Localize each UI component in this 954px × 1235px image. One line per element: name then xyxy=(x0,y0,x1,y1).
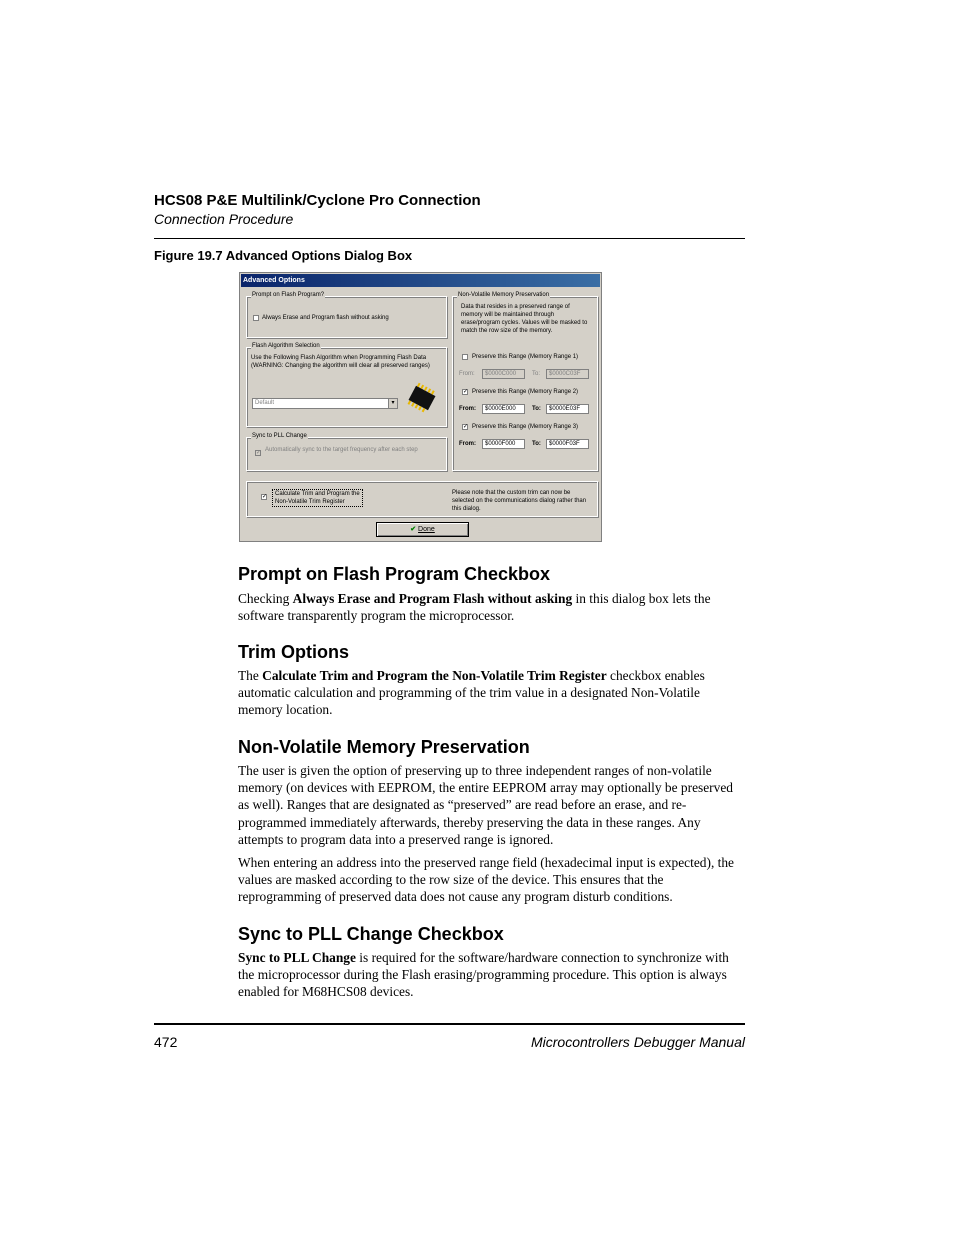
text-run: checkbox enables automatic calculation and programming of the trim value in a designated Non-Volatile memory location. xyxy=(238,668,705,718)
pll-group-legend: Sync to PLL Change xyxy=(252,433,307,439)
flash-algorithm-group xyxy=(246,343,447,427)
chip-icon xyxy=(405,382,439,416)
algorithm-select[interactable] xyxy=(252,398,398,409)
done-button-label: Done xyxy=(418,526,435,533)
range3-checkbox[interactable]: ✓ xyxy=(463,424,469,430)
nvm-group xyxy=(452,292,598,471)
range1-to-label: To: xyxy=(532,371,541,377)
nvm-description: Data that resides in a preserved range of memory will be maintained through erase/program cycles. Values will be masked to match the row size of the memory. xyxy=(461,304,588,334)
text-run: The xyxy=(238,668,263,683)
range1-label: Preserve this Range (Memory Range 1) xyxy=(472,354,579,360)
paragraph-trim xyxy=(238,667,745,719)
range3-from-label: From: xyxy=(459,441,476,447)
range2-to-input[interactable]: $0000E03F xyxy=(546,404,589,414)
flash-algorithm-text: Use the Following Flash Algorithm when Programming Flash Data (WARNING: Changing the algorithm will clear all preserved ranges) xyxy=(251,355,430,369)
bold-run: Calculate Trim and Program the Non-Volatile Trim Register xyxy=(262,668,607,683)
flash-algorithm-legend: Flash Algorithm Selection xyxy=(252,343,320,349)
range3-label: Preserve this Range (Memory Range 3) xyxy=(472,424,579,430)
paragraph-nvm-2: When entering an address into the preserved range field (hexadecimal input is expected), the values are masked according to the row size of the device. This ensures that the reprogramming of preserved data does not cause any program disturb conditions. xyxy=(238,855,734,905)
always-erase-label: Always Erase and Program flash without asking xyxy=(262,315,389,321)
section-heading-prompt: Prompt on Flash Program Checkbox xyxy=(238,564,551,584)
range2-checkbox[interactable]: ✓ xyxy=(463,389,469,395)
pll-group xyxy=(246,433,447,471)
checkmark-icon: ✔ xyxy=(410,526,417,533)
range1-checkbox[interactable] xyxy=(462,354,468,360)
text-run: is required for the software/hardware connection to synchronize with the microprocessor during the Flash erasing/programming procedure. This option is always enabled for M68HCS08 devices. xyxy=(238,950,729,1000)
prompt-group-legend: Prompt on Flash Program? xyxy=(252,292,325,298)
trim-label-line1: Calculate Trim and Program the xyxy=(275,491,360,497)
pll-sync-label: Automatically sync to the target frequency after each step xyxy=(265,447,418,453)
paragraph-prompt xyxy=(238,590,745,624)
text-run: Checking xyxy=(238,591,293,606)
prompt-group xyxy=(246,292,447,338)
always-erase-checkbox[interactable] xyxy=(253,315,259,321)
pll-sync-checkbox[interactable]: ✓ xyxy=(256,450,262,456)
trim-label-line2: Non-Volatile Trim Register xyxy=(275,499,345,505)
bold-run: Always Erase and Program Flash without asking xyxy=(292,591,573,606)
section-heading-pll: Sync to PLL Change Checkbox xyxy=(238,924,504,944)
range2-from-label: From: xyxy=(459,406,476,412)
trim-checkbox[interactable]: ✓ xyxy=(262,494,268,500)
range3-to-input[interactable]: $0000F03F xyxy=(546,439,589,449)
running-header-title: HCS08 P&E Multilink/Cyclone Pro Connection xyxy=(154,192,481,209)
nvm-group-legend: Non-Volatile Memory Preservation xyxy=(458,292,550,298)
range3-to-label: To: xyxy=(532,441,541,447)
range2-from-input[interactable]: $0000E000 xyxy=(482,404,525,414)
header-rule xyxy=(154,238,745,239)
range1-from-label: From: xyxy=(459,371,475,377)
range1-from-input[interactable]: $0000C000 xyxy=(482,369,525,379)
manual-title: Microcontrollers Debugger Manual xyxy=(531,1034,745,1050)
footer-rule xyxy=(154,1023,745,1025)
section-heading-nvm: Non-Volatile Memory Preservation xyxy=(238,737,530,757)
running-header-subtitle: Connection Procedure xyxy=(154,211,294,227)
text-run: in this dialog box lets the software transparently program the microprocessor. xyxy=(238,591,711,624)
bold-run: Sync to PLL Change xyxy=(238,950,356,965)
figure-caption: Figure 19.7 Advanced Options Dialog Box xyxy=(154,248,413,263)
paragraph-nvm-1: The user is given the option of preserving up to three independent ranges of non-volatile memory (on devices with EEPROM, the entire EEPROM array may optionally be preserved as well). Ranges that are designated as “preserved” are read before an erase, and re-programmed immediately afterwards, thereby preserving the data in these ranges. Any attempts to program data into a preserved range is ignored. xyxy=(238,763,733,847)
section-heading-trim: Trim Options xyxy=(238,642,350,662)
range3-from-input[interactable]: $0000F000 xyxy=(482,439,525,449)
range1-to-input[interactable]: $0000C03F xyxy=(546,369,589,379)
page-number: 472 xyxy=(154,1034,178,1050)
chevron-down-icon[interactable]: ▾ xyxy=(388,399,397,408)
done-button[interactable] xyxy=(376,522,469,537)
trim-note: Please note that the custom trim can now be selected on the communications dialog rather than this dialog. xyxy=(452,490,587,512)
trim-group xyxy=(246,481,598,517)
advanced-options-dialog xyxy=(239,272,602,542)
paragraph-pll xyxy=(238,949,745,1001)
algorithm-select-value: Default xyxy=(255,400,275,406)
trim-checkbox-label xyxy=(272,489,363,507)
range2-to-label: To: xyxy=(532,406,541,412)
dialog-title-bar: Advanced Options xyxy=(241,274,600,287)
range2-label: Preserve this Range (Memory Range 2) xyxy=(472,389,579,395)
